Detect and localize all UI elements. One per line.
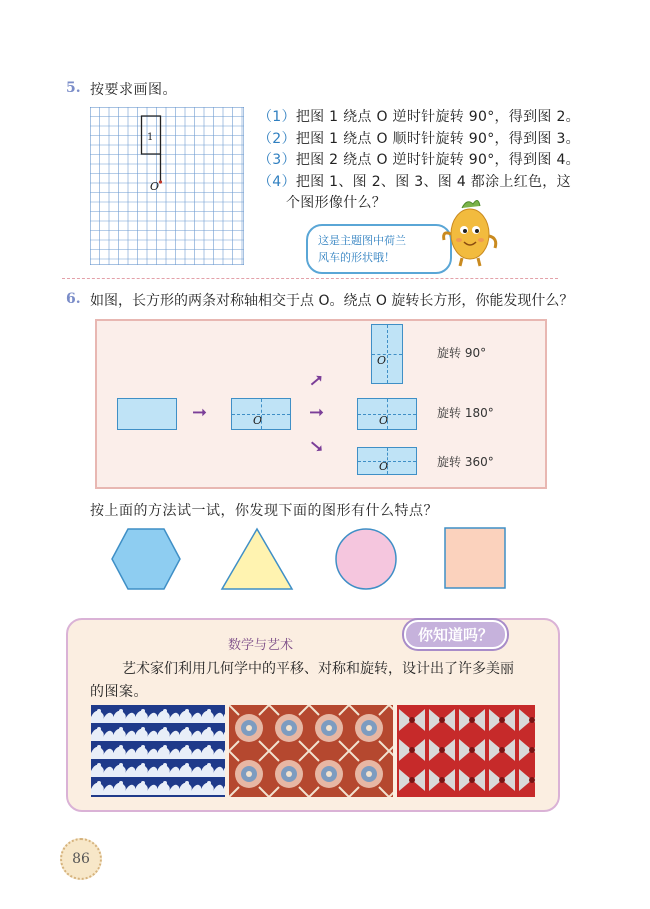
triangle-shape xyxy=(220,527,294,591)
art-title: 数学与艺术 xyxy=(228,638,294,653)
hexagon-shape xyxy=(110,527,182,591)
circle-shape xyxy=(334,527,398,591)
arrow-up-right-icon: ➞ xyxy=(304,367,330,394)
page-number: 86 xyxy=(72,851,90,867)
hint-line-1: 这是主题图中荷兰 xyxy=(318,234,406,247)
art-body-line-1: 艺术家们利用几何学中的平移、对称和旋转，设计出了许多美丽 xyxy=(122,661,514,677)
step-4-cont: 个图形像什么？ xyxy=(286,195,387,211)
potato-mascot-icon xyxy=(440,196,500,268)
question-6-number: 6. xyxy=(66,291,81,307)
square-shape xyxy=(444,527,506,589)
o-label: O xyxy=(253,414,263,427)
point-o xyxy=(159,180,162,183)
step-4: （4）把图 1、图 2、图 3、图 4 都涂上红色，这 xyxy=(258,173,571,190)
question-5-number: 5. xyxy=(66,80,81,96)
section-divider xyxy=(62,278,558,279)
hint-bubble xyxy=(306,224,452,274)
arrow-down-right-icon: ➞ xyxy=(304,433,330,460)
figure-1-label: 1 xyxy=(147,132,154,143)
arrow-right-icon: ➞ xyxy=(309,402,325,423)
step-2: （2）把图 1 绕点 O 顺时针旋转 90°，得到图 3。 xyxy=(258,130,580,147)
bow-pattern-image xyxy=(397,705,535,797)
drawing-grid xyxy=(90,107,244,265)
question-5-prompt: 按要求画图。 xyxy=(90,82,177,98)
question-6-prompt: 如图，长方形的两条对称轴相交于点 O。绕点 O 旋转长方形，你能发现什么？ xyxy=(90,293,574,309)
rectangle-with-axes xyxy=(231,398,291,430)
wave-pattern-image xyxy=(91,705,225,797)
rotate-90-label: 旋转 90° xyxy=(437,346,487,360)
art-body-line-2: 的图案。 xyxy=(90,684,148,700)
arrow-right-icon: ➞ xyxy=(192,402,208,423)
rectangle-rotated-180 xyxy=(357,398,417,430)
kaleidoscope-pattern-image xyxy=(229,705,393,797)
try-prompt: 按上面的方法试一试，你发现下面的图形有什么特点？ xyxy=(90,503,438,519)
rectangle-rotated-90 xyxy=(371,324,403,384)
step-1: （1）把图 1 绕点 O 逆时针旋转 90°，得到图 2。 xyxy=(258,109,580,125)
question-5-steps xyxy=(258,107,580,215)
rotate-180-label: 旋转 180° xyxy=(437,406,494,420)
o-label: O xyxy=(379,414,389,427)
o-label: O xyxy=(379,460,389,473)
hint-line-2: 风车的形状哦！ xyxy=(318,251,395,264)
page-number-badge xyxy=(60,838,102,880)
original-rectangle xyxy=(117,398,177,430)
point-o-label: O xyxy=(150,180,160,193)
rectangle-rotated-360 xyxy=(357,447,417,475)
did-you-know-tag: 你知道吗？ xyxy=(404,620,507,649)
step-3: （3）把图 2 绕点 O 逆时针旋转 90°，得到图 4。 xyxy=(258,152,580,168)
o-label: O xyxy=(377,354,387,367)
rotate-360-label: 旋转 360° xyxy=(437,455,494,469)
